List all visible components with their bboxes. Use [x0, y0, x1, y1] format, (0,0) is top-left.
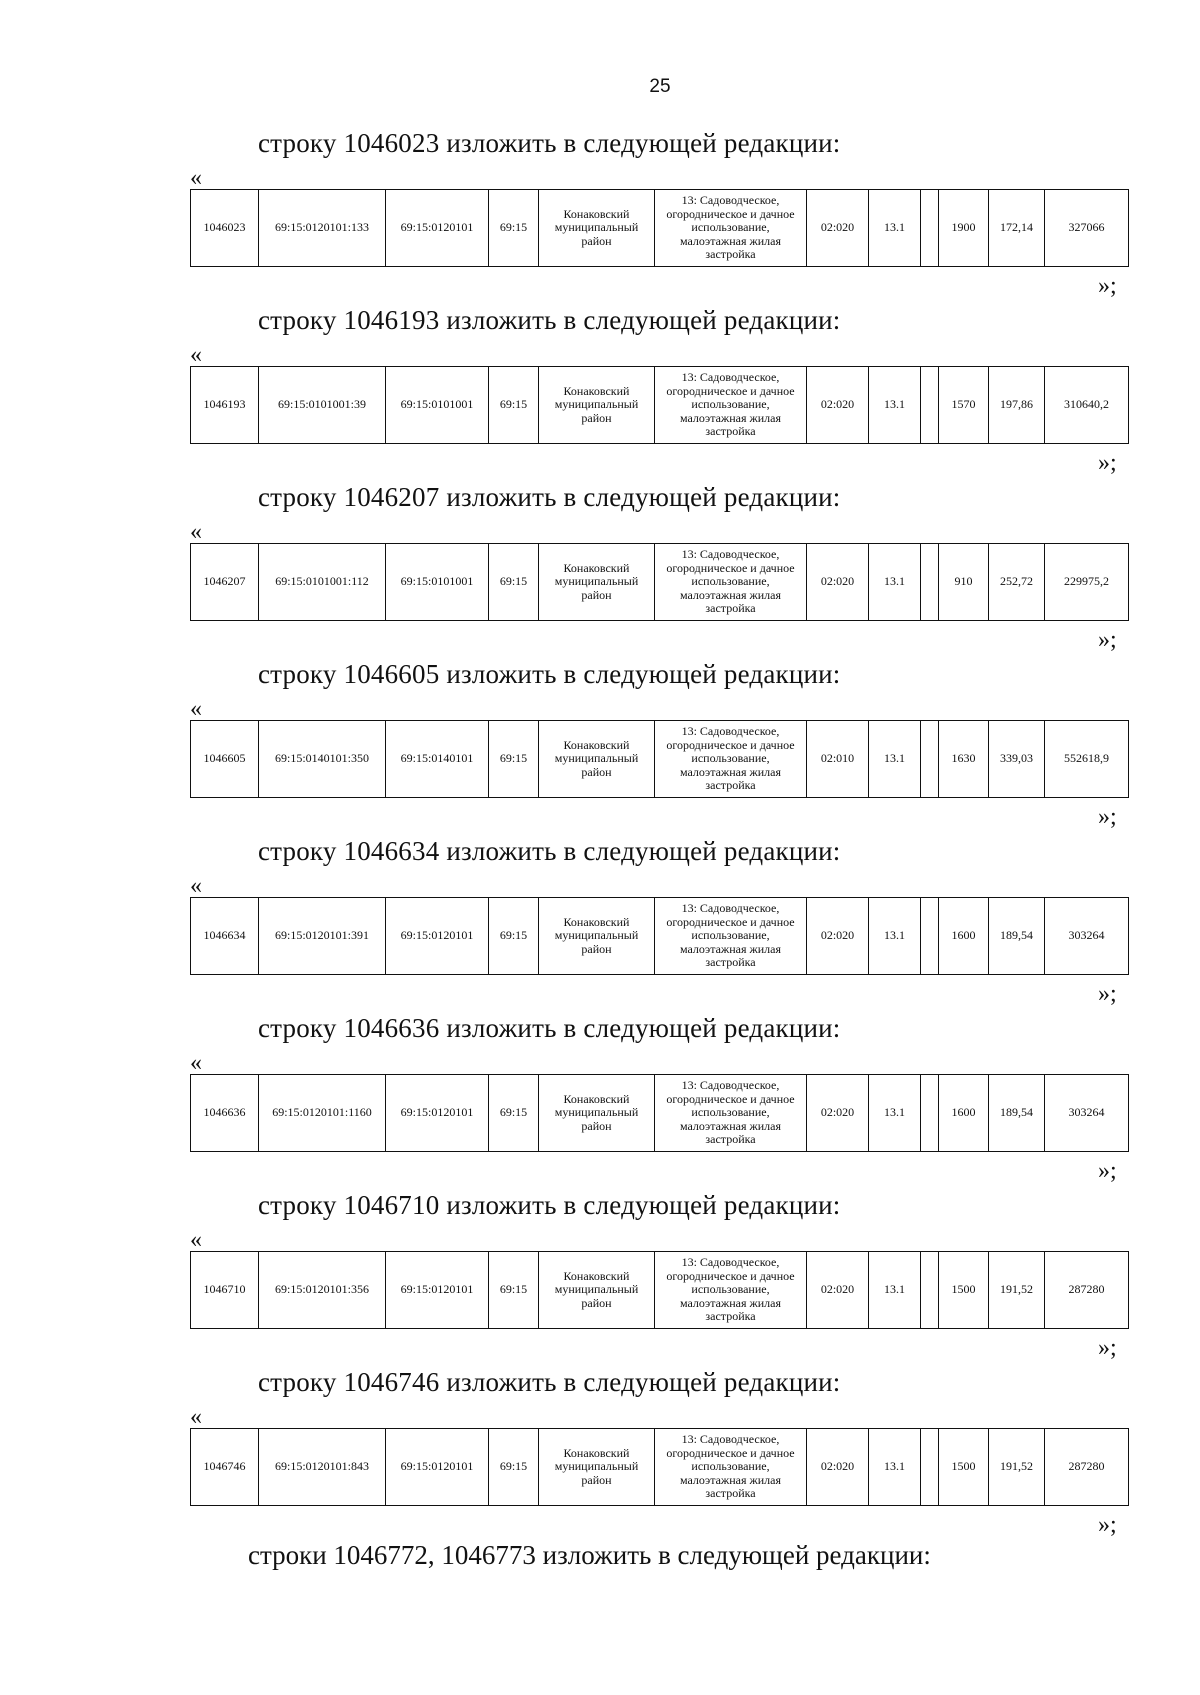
cadastral-quarter-cell: 69:15:0120101 [386, 1429, 489, 1506]
cadastral-quarter-cell: 69:15:0140101 [386, 721, 489, 798]
amendment-heading: строку 1046207 изложить в следующей редакции: [258, 482, 841, 512]
area-cell: 1900 [939, 190, 989, 267]
amendment-section [0, 659, 1200, 837]
cadastral-district-cell: 69:15 [489, 721, 539, 798]
empty-cell [921, 367, 939, 444]
subgroup-cell: 13.1 [869, 544, 921, 621]
register-row-table [190, 366, 1129, 444]
closing-quote: »; [1098, 273, 1117, 299]
amendment-section [0, 1367, 1200, 1545]
closing-quote: »; [1098, 1335, 1117, 1361]
cadastral-district-cell: 69:15 [489, 1429, 539, 1506]
group-code-cell: 02:020 [807, 1252, 869, 1329]
row-id-cell: 1046636 [191, 1075, 259, 1152]
cadastral-quarter-cell: 69:15:0120101 [386, 898, 489, 975]
table-row [191, 190, 1129, 267]
cadastral-number-cell: 69:15:0140101:350 [259, 721, 386, 798]
municipality-cell: Конаковский муниципальный район [539, 367, 655, 444]
area-cell: 910 [939, 544, 989, 621]
municipality-cell: Конаковский муниципальный район [539, 1075, 655, 1152]
amendment-heading: строку 1046636 изложить в следующей редакции: [258, 1013, 841, 1043]
cadastral-district-cell: 69:15 [489, 1075, 539, 1152]
municipality-cell: Конаковский муниципальный район [539, 898, 655, 975]
register-row-table [190, 1251, 1129, 1329]
register-row-table [190, 1428, 1129, 1506]
amendment-heading: строку 1046193 изложить в следующей редакции: [258, 305, 841, 335]
group-code-cell: 02:020 [807, 898, 869, 975]
empty-cell [921, 544, 939, 621]
group-code-cell: 02:020 [807, 1075, 869, 1152]
empty-cell [921, 1252, 939, 1329]
cadastral-value-cell: 310640,2 [1045, 367, 1129, 444]
row-id-cell: 1046023 [191, 190, 259, 267]
cadastral-quarter-cell: 69:15:0101001 [386, 367, 489, 444]
land-use-cell: 13: Садоводческое, огородническое и дачное использование, малоэтажная жилая застройка [655, 898, 807, 975]
cadastral-number-cell: 69:15:0101001:39 [259, 367, 386, 444]
opening-quote: « [190, 696, 202, 722]
opening-quote: « [190, 1050, 202, 1076]
cadastral-number-cell: 69:15:0120101:391 [259, 898, 386, 975]
cadastral-value-cell: 287280 [1045, 1429, 1129, 1506]
specific-value-cell: 197,86 [989, 367, 1045, 444]
opening-quote: « [190, 519, 202, 545]
land-use-cell: 13: Садоводческое, огородническое и дачное использование, малоэтажная жилая застройка [655, 1429, 807, 1506]
cadastral-district-cell: 69:15 [489, 190, 539, 267]
row-id-cell: 1046634 [191, 898, 259, 975]
table-row [191, 1429, 1129, 1506]
subgroup-cell: 13.1 [869, 1252, 921, 1329]
cadastral-value-cell: 303264 [1045, 1075, 1129, 1152]
municipality-cell: Конаковский муниципальный район [539, 190, 655, 267]
cadastral-value-cell: 303264 [1045, 898, 1129, 975]
register-row-table [190, 189, 1129, 267]
cadastral-number-cell: 69:15:0101001:112 [259, 544, 386, 621]
row-id-cell: 1046605 [191, 721, 259, 798]
opening-quote: « [190, 342, 202, 368]
register-row-table [190, 720, 1129, 798]
table-row [191, 1252, 1129, 1329]
closing-quote: »; [1098, 450, 1117, 476]
subgroup-cell: 13.1 [869, 898, 921, 975]
municipality-cell: Конаковский муниципальный район [539, 1252, 655, 1329]
land-use-cell: 13: Садоводческое, огородническое и дачное использование, малоэтажная жилая застройка [655, 190, 807, 267]
closing-quote: »; [1098, 981, 1117, 1007]
land-use-cell: 13: Садоводческое, огородническое и дачное использование, малоэтажная жилая застройка [655, 367, 807, 444]
row-id-cell: 1046207 [191, 544, 259, 621]
amendment-section [0, 482, 1200, 660]
register-row-table [190, 897, 1129, 975]
table-row [191, 544, 1129, 621]
cadastral-number-cell: 69:15:0120101:133 [259, 190, 386, 267]
page-number: 25 [649, 76, 671, 97]
row-id-cell: 1046710 [191, 1252, 259, 1329]
area-cell: 1570 [939, 367, 989, 444]
municipality-cell: Конаковский муниципальный район [539, 721, 655, 798]
land-use-cell: 13: Садоводческое, огородническое и дачное использование, малоэтажная жилая застройка [655, 721, 807, 798]
closing-quote: »; [1098, 1158, 1117, 1184]
cadastral-value-cell: 327066 [1045, 190, 1129, 267]
subgroup-cell: 13.1 [869, 367, 921, 444]
amendment-heading: строку 1046710 изложить в следующей редакции: [258, 1190, 841, 1220]
cadastral-value-cell: 287280 [1045, 1252, 1129, 1329]
cadastral-value-cell: 229975,2 [1045, 544, 1129, 621]
subgroup-cell: 13.1 [869, 1075, 921, 1152]
group-code-cell: 02:020 [807, 544, 869, 621]
cadastral-district-cell: 69:15 [489, 898, 539, 975]
cadastral-quarter-cell: 69:15:0101001 [386, 544, 489, 621]
amendment-section [0, 1190, 1200, 1368]
group-code-cell: 02:020 [807, 367, 869, 444]
amendment-heading: строку 1046605 изложить в следующей редакции: [258, 659, 841, 689]
cadastral-district-cell: 69:15 [489, 544, 539, 621]
amendment-section [0, 128, 1200, 306]
amendment-heading: строку 1046023 изложить в следующей редакции: [258, 128, 841, 158]
area-cell: 1630 [939, 721, 989, 798]
area-cell: 1500 [939, 1429, 989, 1506]
municipality-cell: Конаковский муниципальный район [539, 1429, 655, 1506]
specific-value-cell: 172,14 [989, 190, 1045, 267]
row-id-cell: 1046746 [191, 1429, 259, 1506]
cadastral-number-cell: 69:15:0120101:1160 [259, 1075, 386, 1152]
table-row [191, 721, 1129, 798]
final-heading: строки 1046772, 1046773 изложить в следующей редакции: [248, 1540, 931, 1570]
cadastral-district-cell: 69:15 [489, 1252, 539, 1329]
land-use-cell: 13: Садоводческое, огородническое и дачное использование, малоэтажная жилая застройка [655, 1075, 807, 1152]
empty-cell [921, 190, 939, 267]
specific-value-cell: 191,52 [989, 1252, 1045, 1329]
group-code-cell: 02:020 [807, 190, 869, 267]
subgroup-cell: 13.1 [869, 1429, 921, 1506]
cadastral-value-cell: 552618,9 [1045, 721, 1129, 798]
cadastral-number-cell: 69:15:0120101:843 [259, 1429, 386, 1506]
amendment-section [0, 1013, 1200, 1191]
area-cell: 1600 [939, 898, 989, 975]
register-row-table [190, 543, 1129, 621]
table-row [191, 898, 1129, 975]
amendment-section [0, 836, 1200, 1014]
closing-quote: »; [1098, 804, 1117, 830]
amendment-heading: строку 1046746 изложить в следующей редакции: [258, 1367, 841, 1397]
opening-quote: « [190, 1227, 202, 1253]
empty-cell [921, 1075, 939, 1152]
closing-quote: »; [1098, 627, 1117, 653]
closing-quote: »; [1098, 1512, 1117, 1538]
specific-value-cell: 189,54 [989, 1075, 1045, 1152]
specific-value-cell: 189,54 [989, 898, 1045, 975]
amendment-section [0, 305, 1200, 483]
empty-cell [921, 898, 939, 975]
specific-value-cell: 252,72 [989, 544, 1045, 621]
subgroup-cell: 13.1 [869, 190, 921, 267]
municipality-cell: Конаковский муниципальный район [539, 544, 655, 621]
amendment-heading: строку 1046634 изложить в следующей редакции: [258, 836, 841, 866]
table-row [191, 1075, 1129, 1152]
subgroup-cell: 13.1 [869, 721, 921, 798]
cadastral-district-cell: 69:15 [489, 367, 539, 444]
empty-cell [921, 1429, 939, 1506]
cadastral-quarter-cell: 69:15:0120101 [386, 190, 489, 267]
land-use-cell: 13: Садоводческое, огородническое и дачное использование, малоэтажная жилая застройка [655, 544, 807, 621]
specific-value-cell: 339,03 [989, 721, 1045, 798]
opening-quote: « [190, 1404, 202, 1430]
specific-value-cell: 191,52 [989, 1429, 1045, 1506]
group-code-cell: 02:020 [807, 1429, 869, 1506]
land-use-cell: 13: Садоводческое, огородническое и дачное использование, малоэтажная жилая застройка [655, 1252, 807, 1329]
cadastral-quarter-cell: 69:15:0120101 [386, 1075, 489, 1152]
opening-quote: « [190, 165, 202, 191]
area-cell: 1500 [939, 1252, 989, 1329]
row-id-cell: 1046193 [191, 367, 259, 444]
cadastral-number-cell: 69:15:0120101:356 [259, 1252, 386, 1329]
opening-quote: « [190, 873, 202, 899]
group-code-cell: 02:010 [807, 721, 869, 798]
table-row [191, 367, 1129, 444]
empty-cell [921, 721, 939, 798]
cadastral-quarter-cell: 69:15:0120101 [386, 1252, 489, 1329]
register-row-table [190, 1074, 1129, 1152]
area-cell: 1600 [939, 1075, 989, 1152]
